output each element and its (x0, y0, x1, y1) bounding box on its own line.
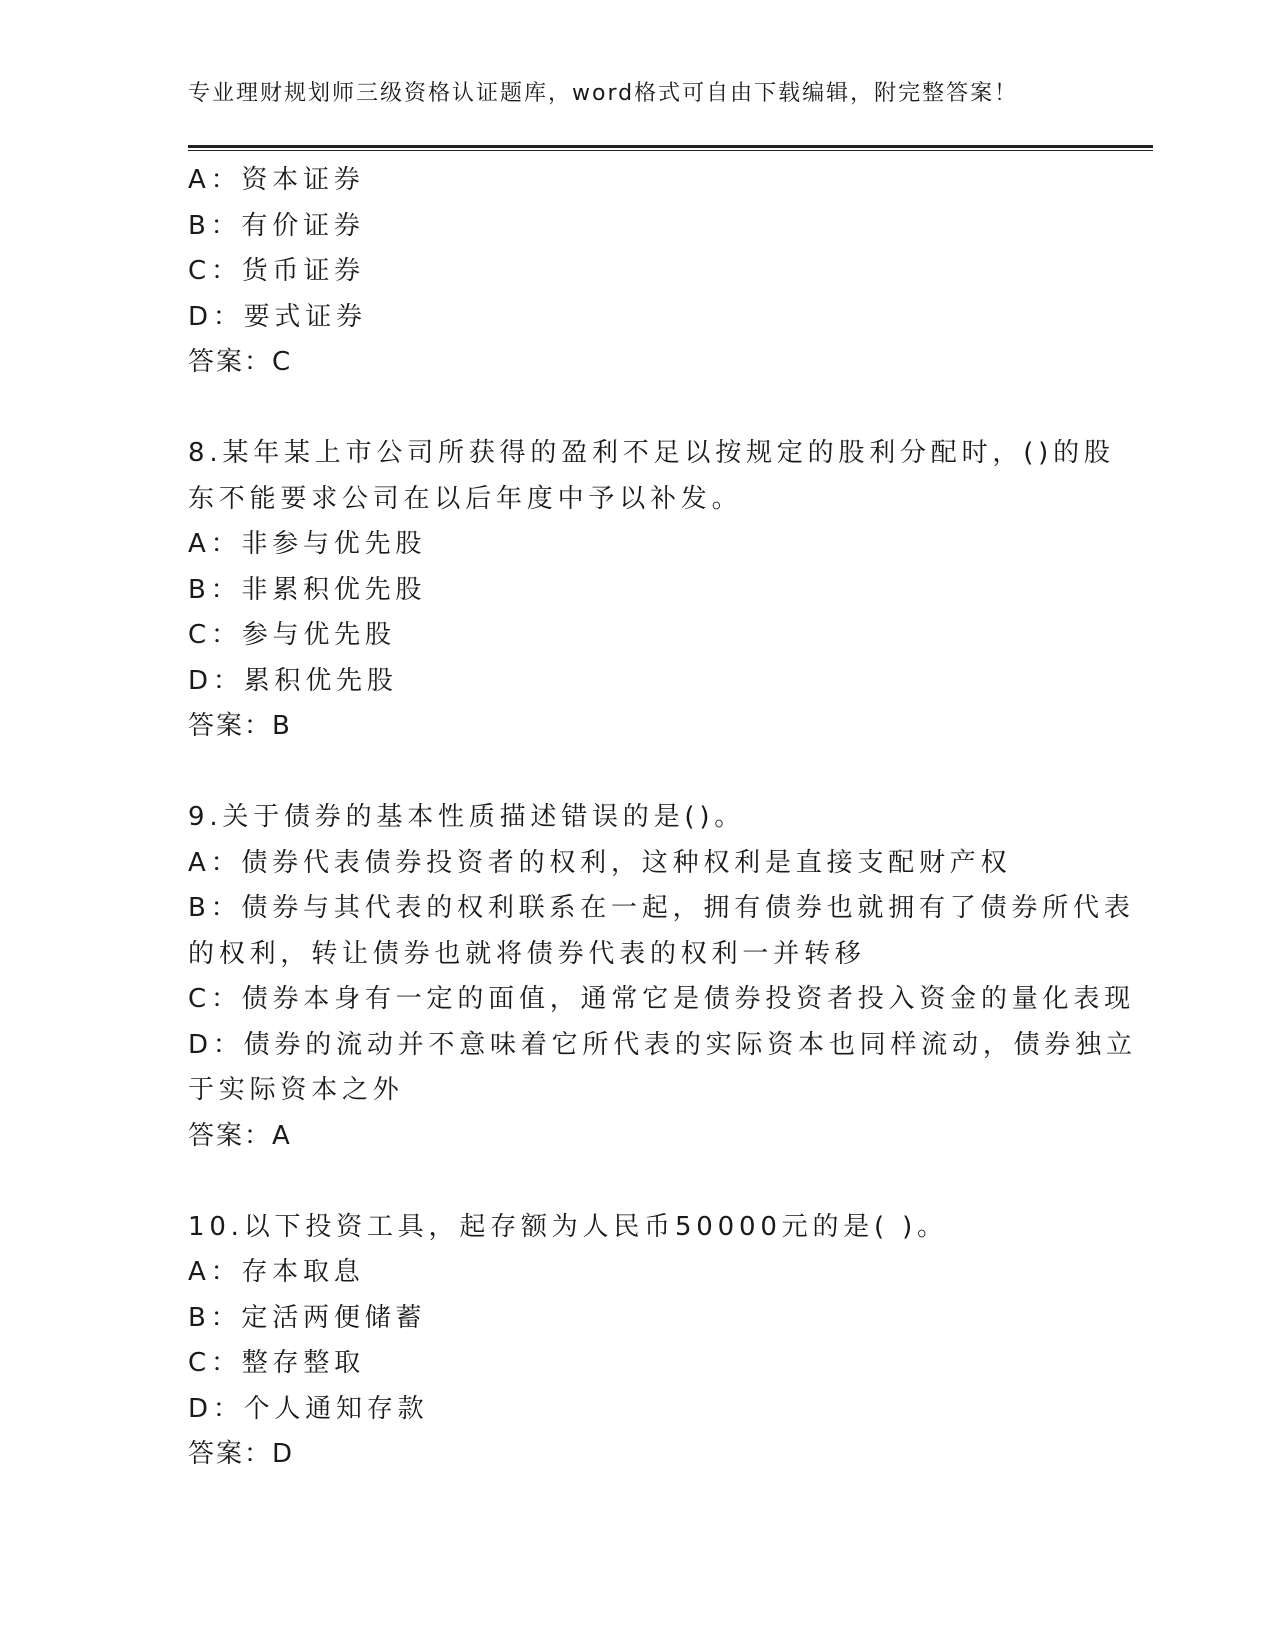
option-a: A：债券代表债券投资者的权利，这种权利是直接支配财产权 (188, 847, 1012, 878)
option-c: C：参与优先股 (188, 620, 396, 650)
question-list (188, 158, 1137, 1478)
header-divider (188, 145, 1153, 151)
option-c: C：债券本身有一定的面值，通常它是债券投资者投入资金的量化表现 (188, 984, 1135, 1014)
question-9-block (188, 795, 1137, 1159)
page-header: 专业理财规划师三级资格认证题库，word格式可自由下载编辑，附完整答案！ (188, 81, 1019, 106)
option-d: D：个人通知存款 (188, 1393, 429, 1424)
question-8-block (188, 431, 1115, 750)
spacer (188, 386, 1088, 432)
option-b: B：有价证券 (188, 210, 365, 241)
option-c: C：货币证券 (188, 256, 365, 286)
option-b-continued: 的权利，转让债券也就将债券代表的权利一并转移 (188, 938, 866, 969)
option-d: D：要式证券 (188, 301, 367, 332)
option-a: A：资本证券 (188, 165, 365, 195)
option-d-continued: 于实际资本之外 (188, 1075, 404, 1105)
option-a: A：存本取息 (188, 1257, 365, 1287)
question-text: 8.某年某上市公司所获得的盈利不足以按规定的股利分配时，()的股 (188, 438, 1115, 468)
question-text: 9.关于债券的基本性质描述错误的是()。 (188, 802, 746, 832)
question-text: 东不能要求公司在以后年度中予以补发。 (188, 483, 743, 514)
option-b: B：定活两便储蓄 (188, 1302, 427, 1333)
option-d: D：累积优先股 (188, 665, 398, 696)
option-a: A：非参与优先股 (188, 529, 427, 559)
answer-line: 答案：A (188, 1120, 292, 1151)
answer-line: 答案：B (188, 711, 292, 741)
question-text: 10.以下投资工具，起存额为人民币50000元的是( )。 (188, 1211, 948, 1242)
answer-line: 答案：D (188, 1439, 295, 1469)
question-7-block (188, 158, 1088, 386)
spacer (188, 1159, 1088, 1205)
option-b: B：债券与其代表的权利联系在一起，拥有债券也就拥有了债券所代表 (188, 893, 1135, 923)
option-c: C：整存整取 (188, 1348, 365, 1378)
question-10-block (188, 1205, 1088, 1478)
option-b: B：非累积优先股 (188, 574, 427, 605)
option-d: D：债券的流动并不意味着它所代表的实际资本也同样流动，债券独立 (188, 1029, 1137, 1060)
spacer (188, 750, 1088, 796)
answer-line: 答案：C (188, 347, 293, 377)
